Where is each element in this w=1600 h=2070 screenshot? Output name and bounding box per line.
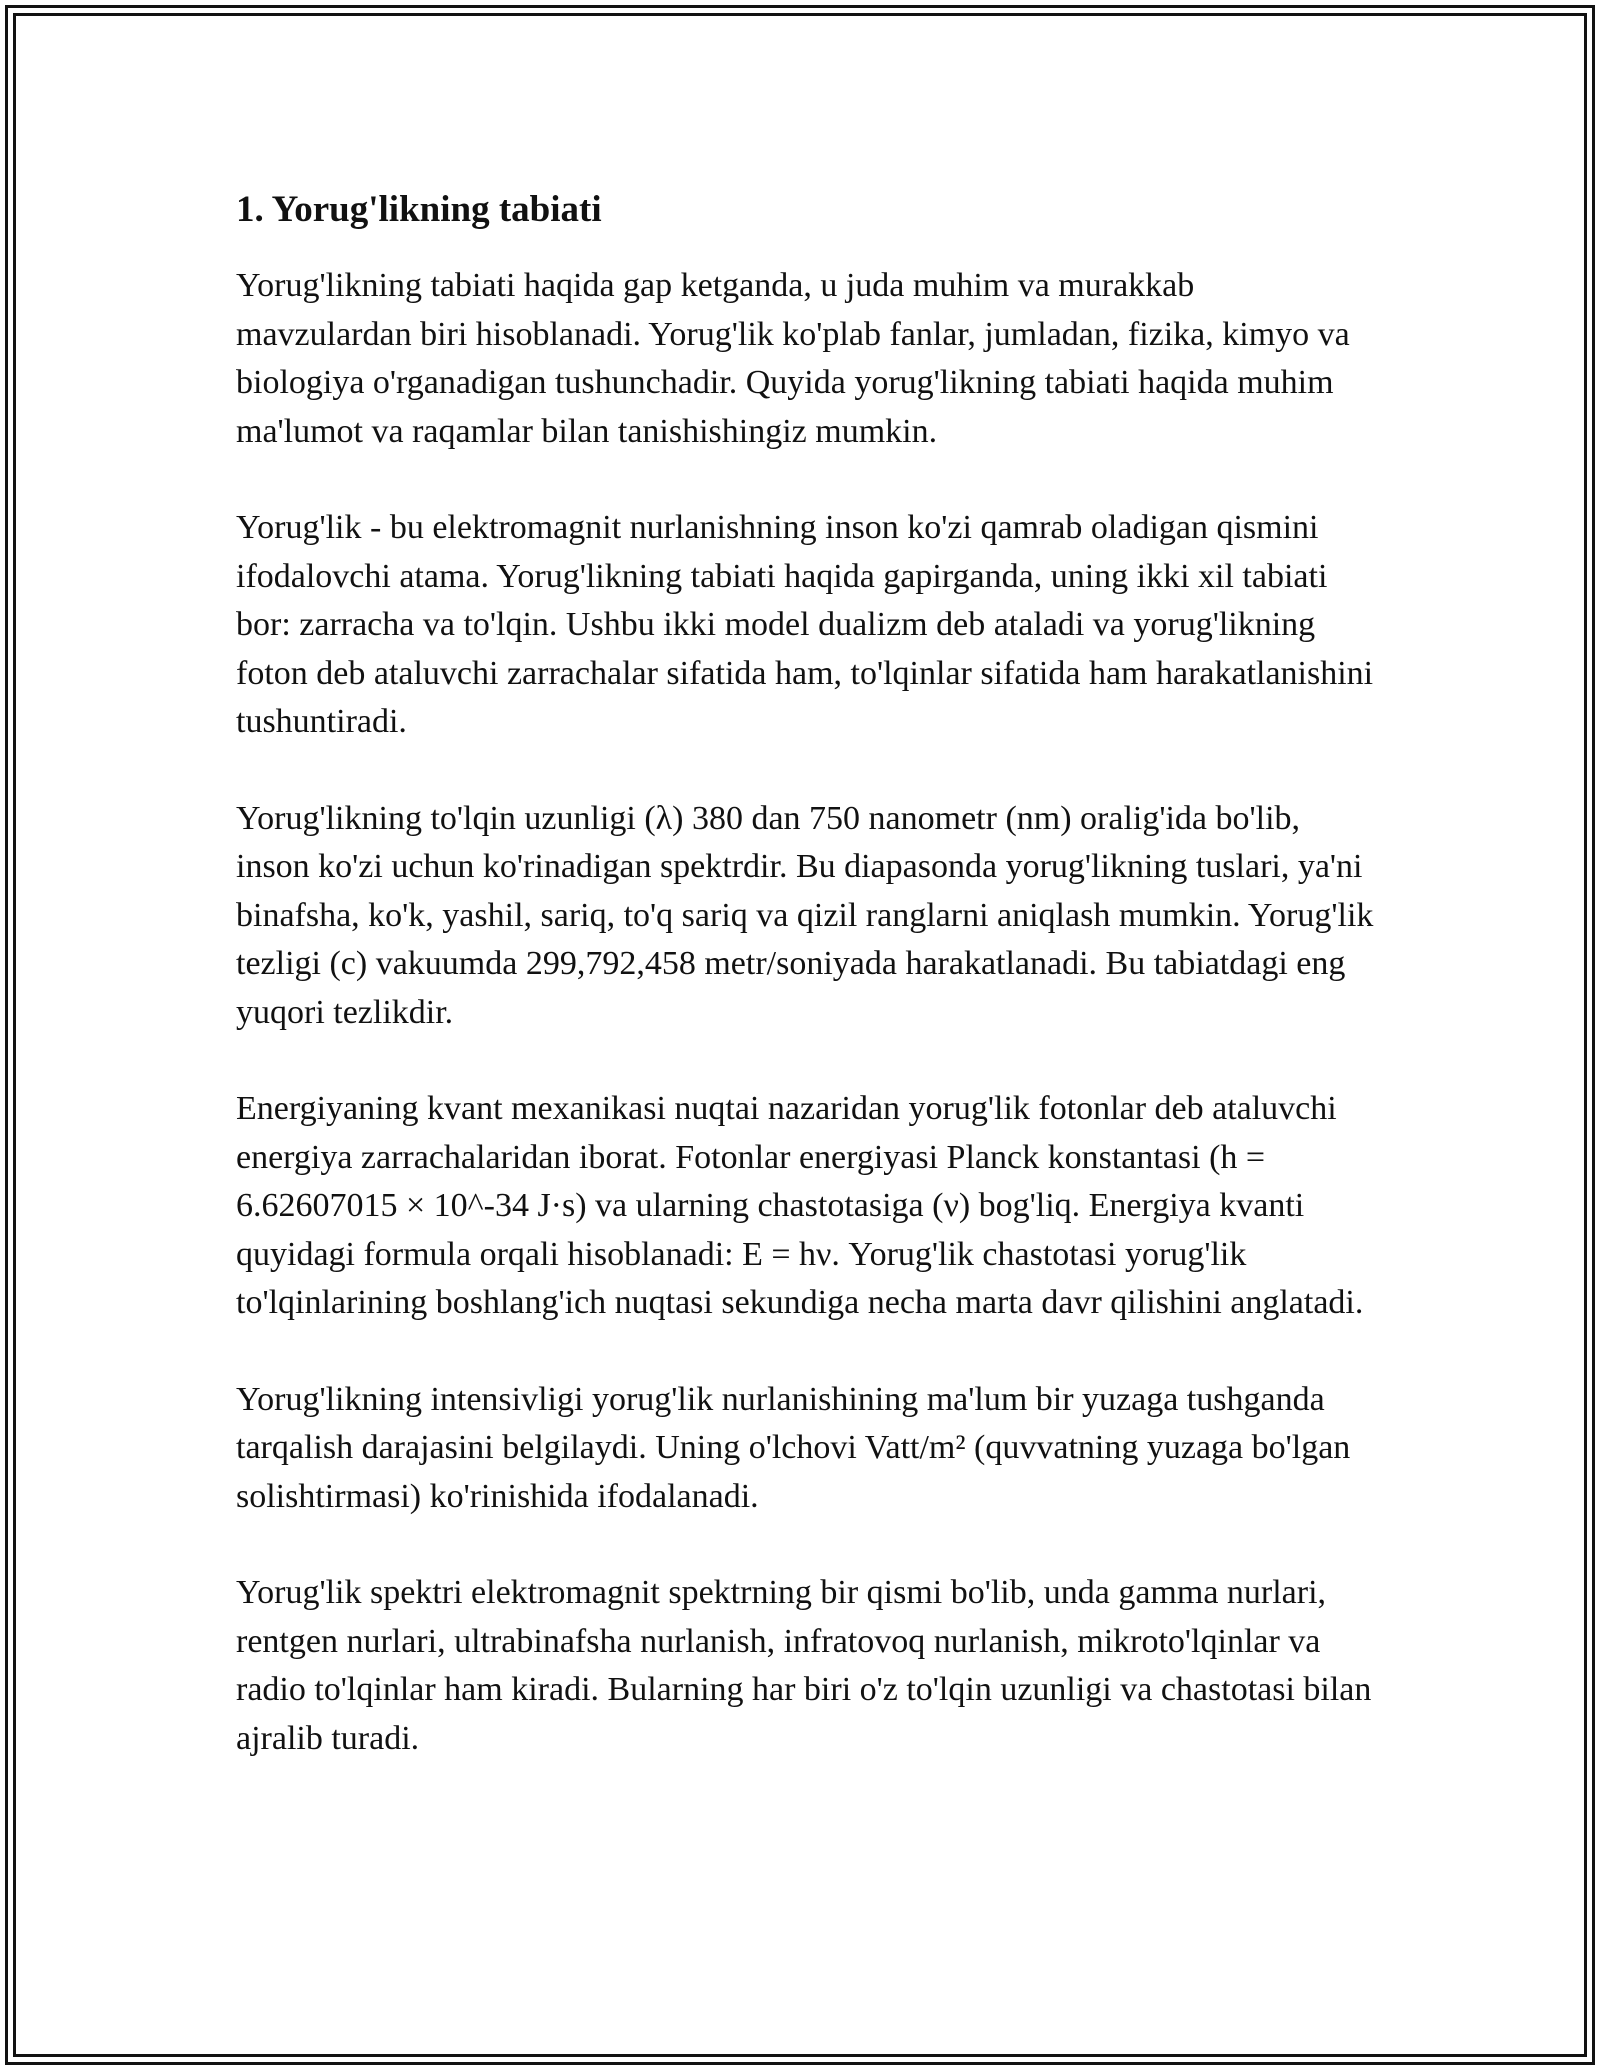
paragraph-spectrum: Yorug'lik spektri elektromagnit spektrning bir qismi bo'lib, unda gamma nurlari, rentgen nurlari, ultrabinafsha nurlanish, infratovoq nurlanish, mikroto'lqinlar va radio to'lqinlar ham kiradi. Bularning har biri o'z to'lqin uzunligi va chastotasi bilan ajralib turadi.: [236, 1574, 1372, 1757]
paragraph-duality: Yorug'lik - bu elektromagnit nurlanishning inson ko'zi qamrab oladigan qismini ifodalovchi atama. Yorug'likning tabiati haqida gapirganda, uning ikki xil tabiati bor: zarracha va to'lqin. Ushbu ikki model dualizm deb ataladi va yorug'likning foton deb ataluvchi zarrachalar sifatida ham, to'lqinlar sifatida ham harakatlanishini tushuntiradi.: [236, 509, 1374, 740]
section-heading: 1. Yorug'likning tabiati: [236, 189, 602, 230]
paragraph-intro: Yorug'likning tabiati haqida gap ketganda, u juda muhim va murakkab mavzulardan biri hisoblanadi. Yorug'lik ko'plab fanlar, jumladan, fizika, kimyo va biologiya o'rganadigan tushunchadir. Quyida yorug'likning tabiati haqida muhim ma'lumot va raqamlar bilan tanishishingiz mumkin.: [236, 267, 1350, 450]
paragraph-quantum: Energiyaning kvant mexanikasi nuqtai nazaridan yorug'lik fotonlar deb ataluvchi energiya zarrachalaridan iborat. Fotonlar energiyasi Planck konstantasi (h = 6.62607015 × 10^-34 J·s) va ularning chastotasiga (ν) bog'liq. Energiya kvanti quyidagi formula orqali hisoblanadi: E = hν. Yorug'lik chastotasi yorug'lik to'lqinlarining boshlang'ich nuqtasi sekundiga necha marta davr qilishini anglatadi.: [236, 1090, 1364, 1321]
paragraph-wavelength: Yorug'likning to'lqin uzunligi (λ) 380 dan 750 nanometr (nm) oralig'ida bo'lib, inson ko'zi uchun ko'rinadigan spektrdir. Bu diapasonda yorug'likning tuslari, ya'ni binafsha, ko'k, yashil, sariq, to'q sariq va qizil ranglarni aniqlash mumkin. Yorug'lik tezligi (c) vakuumda 299,792,458 metr/soniyada harakatlanadi. Bu tabiatdagi eng yuqori tezlikdir.: [236, 799, 1374, 1031]
paragraph-intensity: Yorug'likning intensivligi yorug'lik nurlanishining ma'lum bir yuzaga tushganda tarqalish darajasini belgilaydi. Uning o'lchovi Vatt/m² (quvvatning yuzaga bo'lgan solishtirmasi) ko'rinishida ifodalanadi.: [236, 1380, 1351, 1515]
document-page: [236, 186, 1376, 1811]
